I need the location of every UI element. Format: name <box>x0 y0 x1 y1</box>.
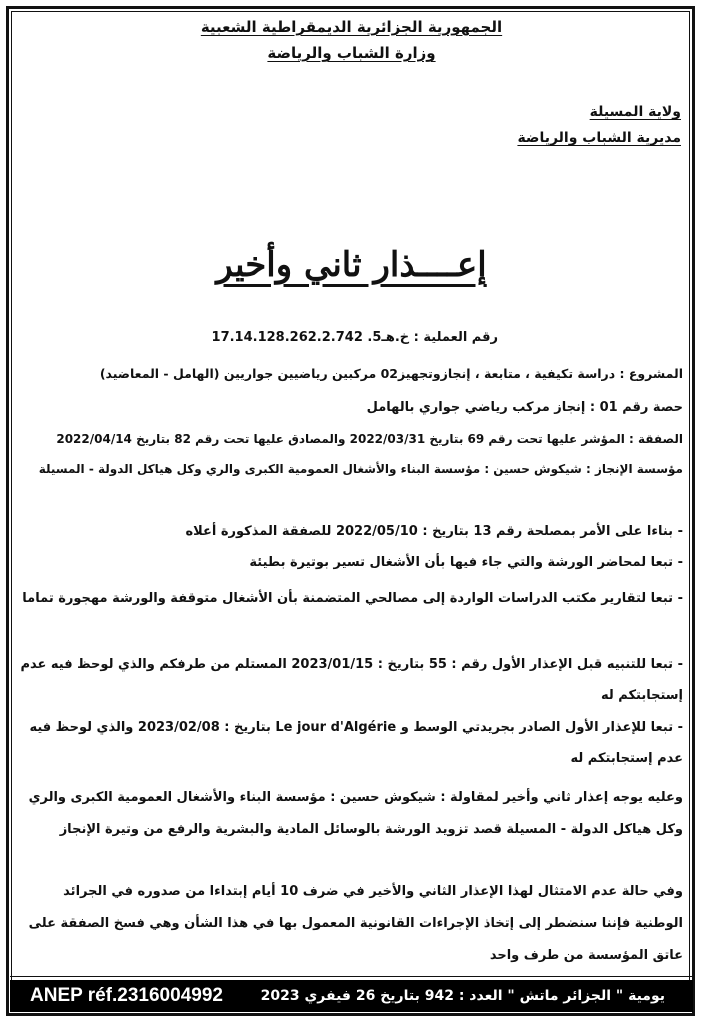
bullet-item: - بناءا على الأمر بمصلحة رقم 13 بتاريخ : 2022/05/10 للصفقة المذكورة أعلاه <box>185 524 683 539</box>
bullet-item: - تبعا للإعذار الأول الصادر بجريدتي الوسط و Le jour d'Algérie بتاريخ : 2023/02/08 والذي لوحظ فيه عدم إستجابتكم له <box>29 720 683 766</box>
warning-paragraph: وفي حالة عدم الامتثال لهذا الإعذار الثاني والأخير في ضرف 10 أيام إبتداءا من صدوره في الجرائد الوطنية فإننا سنضطر إلى إتخاذ الإجراءات القانونية المعمول بها في هذا الشأن وهي فسخ الصفقة على عاتق المؤسسة من طرف واحد <box>28 884 683 963</box>
wilaya-label: ولاية المسيلة <box>589 104 681 120</box>
bullet-item: - تبعا لمحاضر الورشة والتي جاء فيها بأن الأشغال تسير بوتيرة بطيئة <box>249 555 683 570</box>
publication-footer <box>10 980 693 1012</box>
newspaper-reference: يومية " الجزائر ماتش " العدد : 942 بتاريخ 26 فيفري 2023 <box>260 988 665 1004</box>
lot-line: حصة رقم 01 : إنجاز مركب رياضي جواري بالهامل <box>366 400 683 415</box>
anep-reference: ANEP réf.2316004992 <box>30 985 223 1006</box>
contractor-line: مؤسسة الإنجاز : شيكوش حسين : مؤسسة البناء والأشغال العمومية الكبرى والري وكل هياكل الدولة - المسيلة <box>38 462 683 476</box>
republic-heading: الجمهورية الجزائرية الديمقراطية الشعبية <box>200 18 503 36</box>
footer-divider <box>10 976 693 977</box>
page-border <box>6 6 695 1016</box>
directorate-label: مديرية الشباب والرياضة <box>517 130 681 146</box>
notice-paragraph: وعليه يوجه إعذار ثاني وأخير لمقاولة : شيكوش حسين : مؤسسة البناء والأشغال العمومية الكبرى والري وكل هياكل الدولة - المسيلة قصد تزويد الورشة بالوسائل المادية والبشرية والرفع من وتيرة الإنجاز <box>28 790 683 837</box>
deal-line: الصفقة : المؤشر عليها تحت رقم 69 بتاريخ 2022/03/31 والمصادق عليها تحت رقم 82 بتاريخ 2022/04/14 <box>56 432 683 446</box>
document-title: إعــــذار ثاني وأخير <box>216 245 487 285</box>
ministry-heading: وزارة الشباب والرياضة <box>267 44 436 62</box>
bullet-item: - تبعا لتقارير مكتب الدراسات الواردة إلى مصالحي المتضمنة بأن الأشغال متوقفة والورشة مهجورة تماما <box>22 591 683 606</box>
project-line: المشروع : دراسة تكيفية ، متابعة ، إنجازوتجهيز02 مركبين رياضيين جواريين (الهامل - المعاضيد) <box>99 366 683 381</box>
bullet-item: - تبعا للتنبيه قبل الإعذار الأول رقم : 55 بتاريخ : 2023/01/15 المستلم من طرفكم والذي لوحظ فيه عدم إستجابتكم له <box>20 657 683 703</box>
operation-number: رقم العملية : خ.هـ5. 17.14.128.262.2.742 <box>211 330 498 345</box>
